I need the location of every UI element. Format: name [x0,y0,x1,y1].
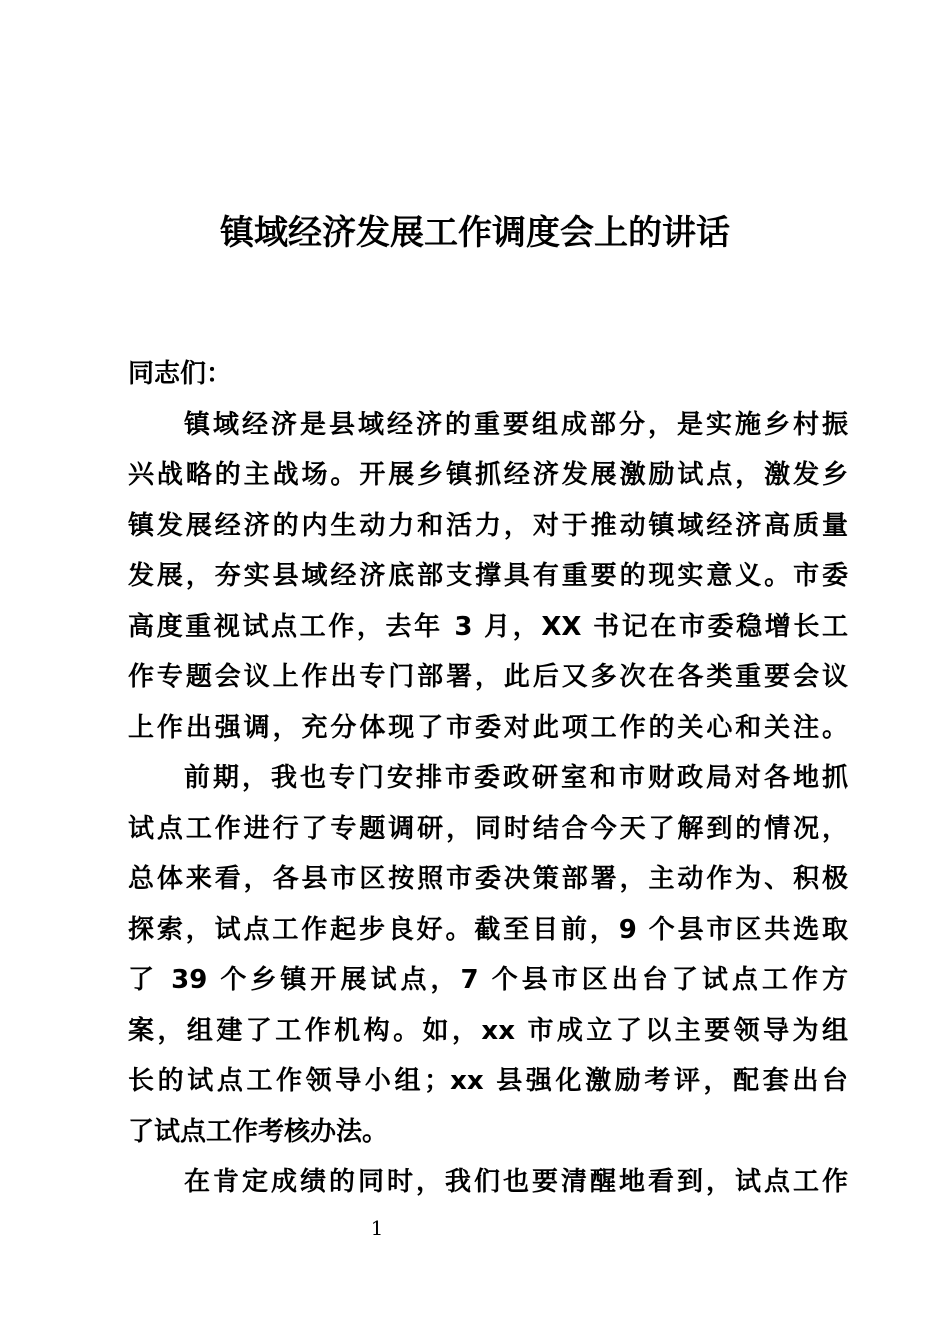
salutation: 同志们： [128,359,233,389]
paragraph-line: 高度重视试点工作，去年 3 月，XX 书记在市委稳增长工 [128,611,848,642]
paragraph-line: 镇域经济是县域经济的重要组成部分，是实施乡村振 [184,409,848,440]
paragraph-line: 了 39 个乡镇开展试点，7 个县市区出台了试点工作方 [128,965,848,995]
document-title: 镇域经济发展工作调度会上的讲话 [220,213,730,253]
paragraph-line: 探索，试点工作起步良好。截至目前，9 个县市区共选取 [128,914,848,945]
paragraph-1 [128,400,848,754]
paragraph-line: 案，组建了工作机构。如，xx 市成立了以主要领导为组 [128,1015,848,1046]
document-body [128,349,848,1208]
paragraph-line: 上作出强调，充分体现了市委对此项工作的关心和关注。 [128,712,848,743]
paragraph-line: 作专题会议上作出专门部署，此后又多次在各类重要会议 [128,662,848,692]
paragraph-line: 镇发展经济的内生动力和活力，对于推动镇域经济高质量 [128,510,848,541]
paragraph-2 [128,753,848,1157]
paragraph-line: 在肯定成绩的同时，我们也要清醒地看到，试点工作 [184,1167,848,1197]
paragraph-line: 总体来看，各县市区按照市委决策部署，主动作为、积极 [128,864,848,894]
page-number: 1 [370,1216,384,1240]
paragraph-line: 兴战略的主战场。开展乡镇抓经济发展激励试点，激发乡 [128,460,848,490]
paragraph-line: 试点工作进行了专题调研，同时结合今天了解到的情况， [128,813,848,844]
paragraph-3 [128,1157,848,1208]
paragraph-line: 了试点工作考核办法。 [128,1116,389,1147]
paragraph-line: 前期，我也专门安排市委政研室和市财政局对各地抓 [184,763,848,793]
paragraph-line: 发展，夯实县域经济底部支撑具有重要的现实意义。市委 [128,561,848,591]
paragraph-line: 长的试点工作领导小组；xx 县强化激励考评，配套出台 [128,1066,848,1096]
